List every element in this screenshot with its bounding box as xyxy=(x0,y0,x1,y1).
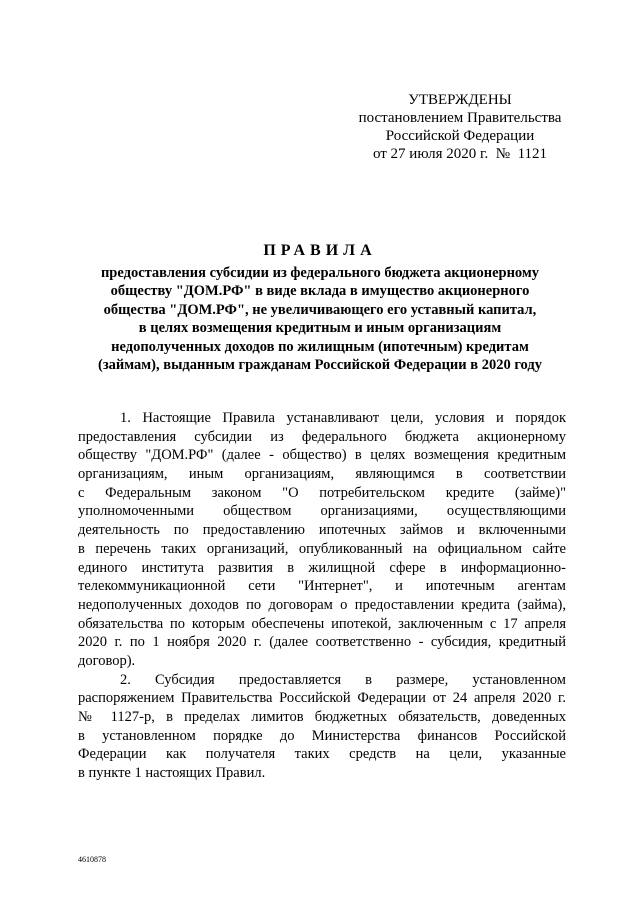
subtitle-line: обществу "ДОМ.РФ" в виде вклада в имущество акционерного xyxy=(110,283,530,300)
body-line: № 1127-р, в пределах лимитов бюджетных обязательств, доведенных xyxy=(78,709,566,725)
document-title: ПРАВИЛА xyxy=(263,242,377,259)
body-line: недополученных доходов по договорам о предоставлении кредита (займа), xyxy=(78,596,566,613)
subtitle-line: предоставления субсидии из федерального бюджета акционерному xyxy=(100,265,540,281)
approval-line: Российской Федерации xyxy=(385,128,535,144)
approval-block xyxy=(340,91,580,163)
subtitle-line: в целях возмещения кредитным и иным организациям xyxy=(138,320,502,337)
subtitle-line: общества "ДОМ.РФ", не увеличивающего его уставный капитал, xyxy=(103,301,537,318)
paragraph-1 xyxy=(78,409,566,671)
body-line: единого института развития в жилищной сфере в информационно- xyxy=(78,559,566,576)
body-line: 1. Настоящие Правила устанавливают цели, условия и порядок xyxy=(120,410,566,426)
body-line: распоряжением Правительства Российской Федерации от 24 апреля 2020 г. xyxy=(78,690,566,707)
subtitle-line: недополученных доходов по жилищным (ипотечным) кредитам xyxy=(111,338,529,355)
body-line: 2. Субсидия предоставляется в размере, установленном xyxy=(120,671,566,688)
approval-date-line: от 27 июля 2020 г. № 1121 xyxy=(372,146,548,162)
body-line: деятельность по предоставлению ипотечных займов и включенными xyxy=(78,522,566,539)
approval-line: постановлением Правительства xyxy=(358,110,562,126)
body-line: обязательства по которым обеспечены ипотекой, заключенным с 17 апреля xyxy=(78,615,566,632)
subtitle-line: (займам), выданным гражданам Российской Федерации в 2020 году xyxy=(98,357,542,374)
body-line: договор). xyxy=(78,652,136,669)
body-line: в перечень таких организаций, опубликованный на официальном сайте xyxy=(78,540,566,557)
document-body xyxy=(78,409,566,783)
approval-heading: УТВЕРЖДЕНЫ xyxy=(408,92,512,108)
body-line: организациям, иным организациям, являющимся в соответствии xyxy=(78,466,566,483)
body-line: с Федеральным законом "О потребительском кредите (займе)" xyxy=(78,484,566,501)
body-line: 2020 г. по 1 ноября 2020 г. (далее соответственно - субсидия, кредитный xyxy=(78,634,566,651)
body-line: предоставления субсидии из федерального бюджета акционерному xyxy=(78,428,566,445)
body-line: в установленном порядке до Министерства финансов Российской xyxy=(78,727,566,744)
body-line: обществу "ДОМ.РФ" (далее - общество) в целях возмещения кредитным xyxy=(78,447,566,464)
body-line: уполномоченными обществом организациями, осуществляющими xyxy=(78,503,566,520)
body-line: телекоммуникационной сети "Интернет", и ипотечным агентам xyxy=(78,578,566,595)
document-subtitle xyxy=(70,264,570,374)
body-line: в пункте 1 настоящих Правил. xyxy=(78,765,266,782)
body-line: Федерации как получателя таких средств на цели, указанные xyxy=(78,746,566,763)
paragraph-2 xyxy=(78,671,566,783)
document-number: 4610878 xyxy=(78,855,106,864)
